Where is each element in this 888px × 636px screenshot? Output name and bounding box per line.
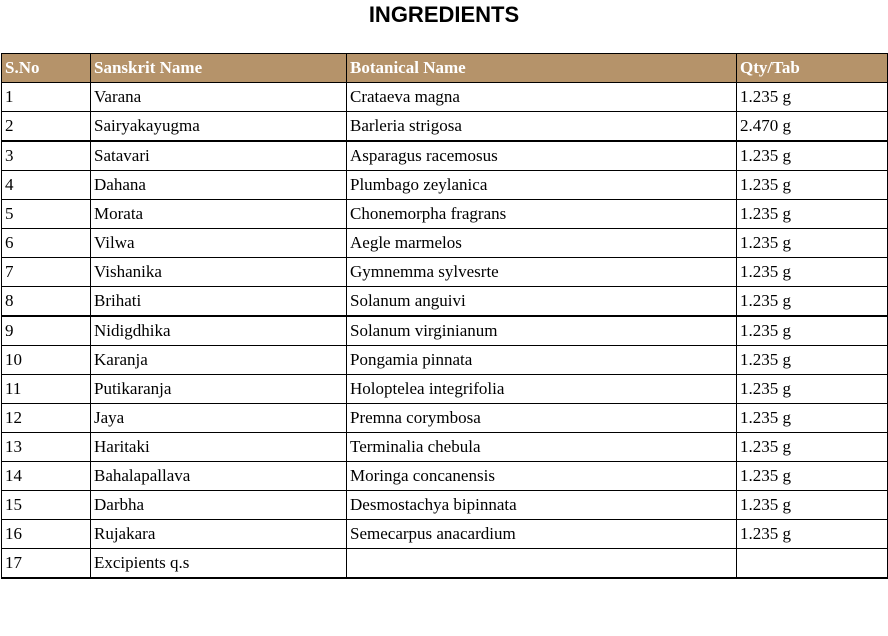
cell-sanskrit-name: Sairyakayugma [91,112,347,142]
cell-sanskrit-name: Karanja [91,346,347,375]
cell-sno: 6 [2,229,91,258]
table-row [2,491,888,520]
cell-sno: 3 [2,141,91,171]
table-row [2,520,888,549]
cell-sanskrit-name: Darbha [91,491,347,520]
cell-qty-tab: 1.235 g [737,171,888,200]
cell-botanical-name: Desmostachya bipinnata [347,491,737,520]
cell-sno: 16 [2,520,91,549]
table-row [2,462,888,491]
table-row [2,375,888,404]
header-botanical-name: Botanical Name [347,54,737,83]
cell-sno: 7 [2,258,91,287]
cell-qty-tab: 1.235 g [737,520,888,549]
cell-botanical-name [347,549,737,579]
table-row [2,433,888,462]
cell-qty-tab: 1.235 g [737,491,888,520]
cell-qty-tab: 1.235 g [737,404,888,433]
cell-sno: 8 [2,287,91,317]
cell-sanskrit-name: Putikaranja [91,375,347,404]
cell-qty-tab: 1.235 g [737,200,888,229]
cell-sanskrit-name: Rujakara [91,520,347,549]
cell-botanical-name: Plumbago zeylanica [347,171,737,200]
cell-botanical-name: Aegle marmelos [347,229,737,258]
cell-botanical-name: Barleria strigosa [347,112,737,142]
table-row [2,287,888,317]
cell-sanskrit-name: Haritaki [91,433,347,462]
header-sanskrit-name: Sanskrit Name [91,54,347,83]
cell-qty-tab: 1.235 g [737,375,888,404]
cell-botanical-name: Chonemorpha fragrans [347,200,737,229]
cell-sanskrit-name: Bahalapallava [91,462,347,491]
cell-sanskrit-name: Excipients q.s [91,549,347,579]
cell-botanical-name: Solanum anguivi [347,287,737,317]
cell-botanical-name: Gymnemma sylvesrte [347,258,737,287]
table-row [2,83,888,112]
cell-sno: 17 [2,549,91,579]
cell-botanical-name: Pongamia pinnata [347,346,737,375]
cell-sanskrit-name: Varana [91,83,347,112]
table-row [2,171,888,200]
cell-sno: 14 [2,462,91,491]
table-row [2,141,888,171]
page-title: INGREDIENTS [368,2,520,27]
cell-sanskrit-name: Morata [91,200,347,229]
cell-sanskrit-name: Jaya [91,404,347,433]
header-sno: S.No [2,54,91,83]
cell-sanskrit-name: Brihati [91,287,347,317]
cell-botanical-name: Solanum virginianum [347,316,737,346]
table-row [2,200,888,229]
cell-botanical-name: Semecarpus anacardium [347,520,737,549]
cell-sno: 12 [2,404,91,433]
cell-botanical-name: Moringa concanensis [347,462,737,491]
cell-botanical-name: Holoptelea integrifolia [347,375,737,404]
cell-botanical-name: Premna corymbosa [347,404,737,433]
ingredients-table [1,53,888,579]
cell-sanskrit-name: Vishanika [91,258,347,287]
cell-sanskrit-name: Vilwa [91,229,347,258]
cell-qty-tab: 1.235 g [737,141,888,171]
cell-qty-tab: 1.235 g [737,83,888,112]
cell-qty-tab: 1.235 g [737,258,888,287]
cell-qty-tab: 1.235 g [737,433,888,462]
cell-qty-tab: 1.235 g [737,287,888,317]
cell-botanical-name: Terminalia chebula [347,433,737,462]
cell-qty-tab: 1.235 g [737,229,888,258]
cell-sno: 9 [2,316,91,346]
cell-qty-tab: 2.470 g [737,112,888,142]
cell-sno: 10 [2,346,91,375]
table-row [2,549,888,579]
cell-qty-tab [737,549,888,579]
cell-qty-tab: 1.235 g [737,346,888,375]
table-row [2,404,888,433]
table-header-row [2,54,888,83]
cell-botanical-name: Crataeva magna [347,83,737,112]
cell-sanskrit-name: Satavari [91,141,347,171]
cell-sanskrit-name: Dahana [91,171,347,200]
cell-sno: 11 [2,375,91,404]
table-row [2,346,888,375]
cell-botanical-name: Asparagus racemosus [347,141,737,171]
cell-qty-tab: 1.235 g [737,462,888,491]
cell-sno: 2 [2,112,91,142]
cell-sno: 15 [2,491,91,520]
cell-sno: 4 [2,171,91,200]
cell-qty-tab: 1.235 g [737,316,888,346]
table-row [2,229,888,258]
table-row [2,316,888,346]
table-row [2,258,888,287]
table-row [2,112,888,142]
header-qty-tab: Qty/Tab [737,54,888,83]
cell-sanskrit-name: Nidigdhika [91,316,347,346]
cell-sno: 13 [2,433,91,462]
cell-sno: 1 [2,83,91,112]
cell-sno: 5 [2,200,91,229]
